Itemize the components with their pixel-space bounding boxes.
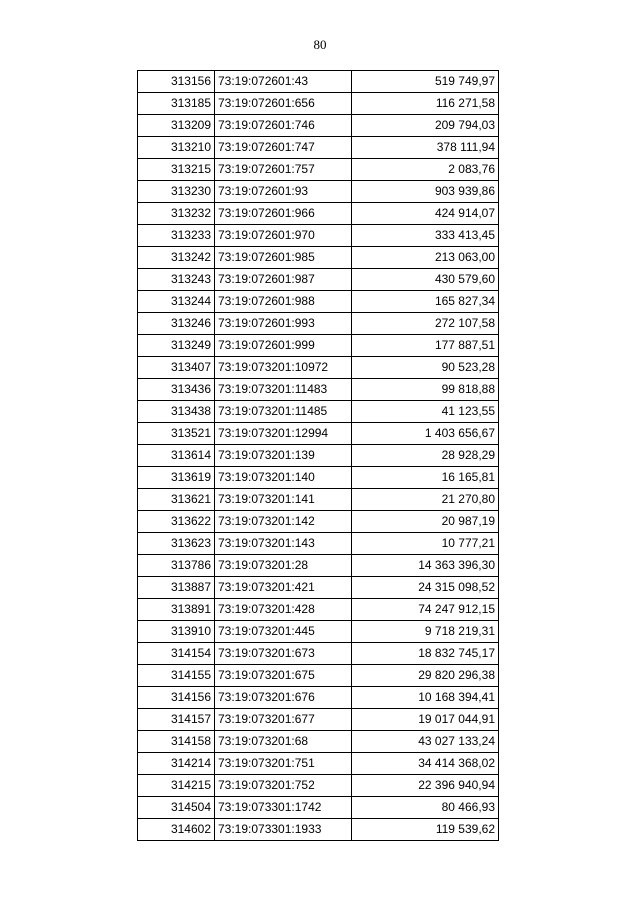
data-table: [137, 70, 499, 841]
value-cell: 21 270,80: [352, 489, 499, 511]
value-cell: 43 027 133,24: [352, 731, 499, 753]
value-cell: 209 794,03: [352, 115, 499, 137]
value-cell: 22 396 940,94: [352, 775, 499, 797]
table-row: [138, 445, 499, 467]
table-row: [138, 137, 499, 159]
object-id-cell: 313215: [138, 159, 215, 181]
cadastral-number-cell: 73:19:073201:11485: [215, 401, 352, 423]
object-id-cell: 313210: [138, 137, 215, 159]
object-id-cell: 314602: [138, 819, 215, 841]
object-id-cell: 314504: [138, 797, 215, 819]
value-cell: 2 083,76: [352, 159, 499, 181]
value-cell: 16 165,81: [352, 467, 499, 489]
object-id-cell: 313621: [138, 489, 215, 511]
cadastral-number-cell: 73:19:072601:993: [215, 313, 352, 335]
cadastral-number-cell: 73:19:072601:43: [215, 71, 352, 93]
table-row: [138, 71, 499, 93]
object-id-cell: 313887: [138, 577, 215, 599]
table-row: [138, 225, 499, 247]
object-id-cell: 313209: [138, 115, 215, 137]
table-row: [138, 115, 499, 137]
table-row: [138, 533, 499, 555]
object-id-cell: 314214: [138, 753, 215, 775]
table-row: [138, 423, 499, 445]
object-id-cell: 314154: [138, 643, 215, 665]
object-id-cell: 313407: [138, 357, 215, 379]
cadastral-number-cell: 73:19:072601:93: [215, 181, 352, 203]
table-row: [138, 93, 499, 115]
object-id-cell: 313242: [138, 247, 215, 269]
value-cell: 116 271,58: [352, 93, 499, 115]
object-id-cell: 313438: [138, 401, 215, 423]
object-id-cell: 314155: [138, 665, 215, 687]
table-row: [138, 379, 499, 401]
table-row: [138, 511, 499, 533]
table-row: [138, 643, 499, 665]
table-row: [138, 819, 499, 841]
cadastral-number-cell: 73:19:073201:10972: [215, 357, 352, 379]
object-id-cell: 313614: [138, 445, 215, 467]
cadastral-number-cell: 73:19:073201:752: [215, 775, 352, 797]
value-cell: 10 777,21: [352, 533, 499, 555]
cadastral-number-cell: 73:19:072601:985: [215, 247, 352, 269]
table-row: [138, 621, 499, 643]
object-id-cell: 313246: [138, 313, 215, 335]
value-cell: 424 914,07: [352, 203, 499, 225]
table-row: [138, 797, 499, 819]
page-number: 80: [313, 37, 327, 52]
table-row: [138, 291, 499, 313]
value-cell: 119 539,62: [352, 819, 499, 841]
value-cell: 90 523,28: [352, 357, 499, 379]
object-id-cell: 314156: [138, 687, 215, 709]
object-id-cell: 313786: [138, 555, 215, 577]
table-row: [138, 467, 499, 489]
object-id-cell: 314157: [138, 709, 215, 731]
value-cell: 41 123,55: [352, 401, 499, 423]
object-id-cell: 314215: [138, 775, 215, 797]
value-cell: 14 363 396,30: [352, 555, 499, 577]
cadastral-number-cell: 73:19:072601:988: [215, 291, 352, 313]
cadastral-number-cell: 73:19:073301:1933: [215, 819, 352, 841]
object-id-cell: 313232: [138, 203, 215, 225]
table-row: [138, 555, 499, 577]
table-row: [138, 753, 499, 775]
table-row: [138, 181, 499, 203]
cadastral-number-cell: 73:19:073201:140: [215, 467, 352, 489]
cadastral-number-cell: 73:19:073201:68: [215, 731, 352, 753]
value-cell: 213 063,00: [352, 247, 499, 269]
cadastral-number-cell: 73:19:072601:656: [215, 93, 352, 115]
cadastral-number-cell: 73:19:073201:675: [215, 665, 352, 687]
value-cell: 333 413,45: [352, 225, 499, 247]
cadastral-number-cell: 73:19:072601:970: [215, 225, 352, 247]
value-cell: 10 168 394,41: [352, 687, 499, 709]
cadastral-number-cell: 73:19:072601:757: [215, 159, 352, 181]
cadastral-number-cell: 73:19:073201:421: [215, 577, 352, 599]
object-id-cell: 313910: [138, 621, 215, 643]
cadastral-number-cell: 73:19:073201:142: [215, 511, 352, 533]
value-cell: 177 887,51: [352, 335, 499, 357]
table-row: [138, 775, 499, 797]
value-cell: 20 987,19: [352, 511, 499, 533]
cadastral-number-cell: 73:19:072601:966: [215, 203, 352, 225]
cadastral-number-cell: 73:19:073201:143: [215, 533, 352, 555]
object-id-cell: 313243: [138, 269, 215, 291]
object-id-cell: 313623: [138, 533, 215, 555]
table-row: [138, 599, 499, 621]
value-cell: 74 247 912,15: [352, 599, 499, 621]
cadastral-number-cell: 73:19:073201:139: [215, 445, 352, 467]
object-id-cell: 313233: [138, 225, 215, 247]
cadastral-number-cell: 73:19:073201:428: [215, 599, 352, 621]
value-cell: 1 403 656,67: [352, 423, 499, 445]
value-cell: 165 827,34: [352, 291, 499, 313]
table-row: [138, 203, 499, 225]
object-id-cell: 313185: [138, 93, 215, 115]
value-cell: 80 466,93: [352, 797, 499, 819]
table-row: [138, 159, 499, 181]
object-id-cell: 313891: [138, 599, 215, 621]
value-cell: 24 315 098,52: [352, 577, 499, 599]
table-row: [138, 269, 499, 291]
cadastral-number-cell: 73:19:072601:987: [215, 269, 352, 291]
table-row: [138, 357, 499, 379]
table-row: [138, 687, 499, 709]
table-row: [138, 577, 499, 599]
cadastral-number-cell: 73:19:073201:676: [215, 687, 352, 709]
cadastral-number-cell: 73:19:073301:1742: [215, 797, 352, 819]
cadastral-number-cell: 73:19:072601:999: [215, 335, 352, 357]
cadastral-number-cell: 73:19:072601:747: [215, 137, 352, 159]
value-cell: 272 107,58: [352, 313, 499, 335]
cadastral-number-cell: 73:19:073201:673: [215, 643, 352, 665]
value-cell: 430 579,60: [352, 269, 499, 291]
table-row: [138, 731, 499, 753]
table-row: [138, 489, 499, 511]
value-cell: 99 818,88: [352, 379, 499, 401]
cadastral-number-cell: 73:19:073201:751: [215, 753, 352, 775]
value-cell: 903 939,86: [352, 181, 499, 203]
object-id-cell: 313622: [138, 511, 215, 533]
cadastral-number-cell: 73:19:073201:677: [215, 709, 352, 731]
value-cell: 29 820 296,38: [352, 665, 499, 687]
cadastral-number-cell: 73:19:073201:141: [215, 489, 352, 511]
value-cell: 28 928,29: [352, 445, 499, 467]
value-cell: 18 832 745,17: [352, 643, 499, 665]
table-row: [138, 401, 499, 423]
object-id-cell: 313244: [138, 291, 215, 313]
table-body: [138, 71, 499, 841]
object-id-cell: 313156: [138, 71, 215, 93]
cadastral-number-cell: 73:19:073201:12994: [215, 423, 352, 445]
value-cell: 378 111,94: [352, 137, 499, 159]
cadastral-number-cell: 73:19:073201:28: [215, 555, 352, 577]
value-cell: 9 718 219,31: [352, 621, 499, 643]
table-row: [138, 313, 499, 335]
cadastral-number-cell: 73:19:072601:746: [215, 115, 352, 137]
table-row: [138, 665, 499, 687]
cadastral-number-cell: 73:19:073201:445: [215, 621, 352, 643]
value-cell: 34 414 368,02: [352, 753, 499, 775]
table-row: [138, 247, 499, 269]
object-id-cell: 314158: [138, 731, 215, 753]
object-id-cell: 313230: [138, 181, 215, 203]
object-id-cell: 313436: [138, 379, 215, 401]
table-row: [138, 335, 499, 357]
cadastral-number-cell: 73:19:073201:11483: [215, 379, 352, 401]
object-id-cell: 313521: [138, 423, 215, 445]
value-cell: 519 749,97: [352, 71, 499, 93]
object-id-cell: 313249: [138, 335, 215, 357]
value-cell: 19 017 044,91: [352, 709, 499, 731]
table-row: [138, 709, 499, 731]
object-id-cell: 313619: [138, 467, 215, 489]
